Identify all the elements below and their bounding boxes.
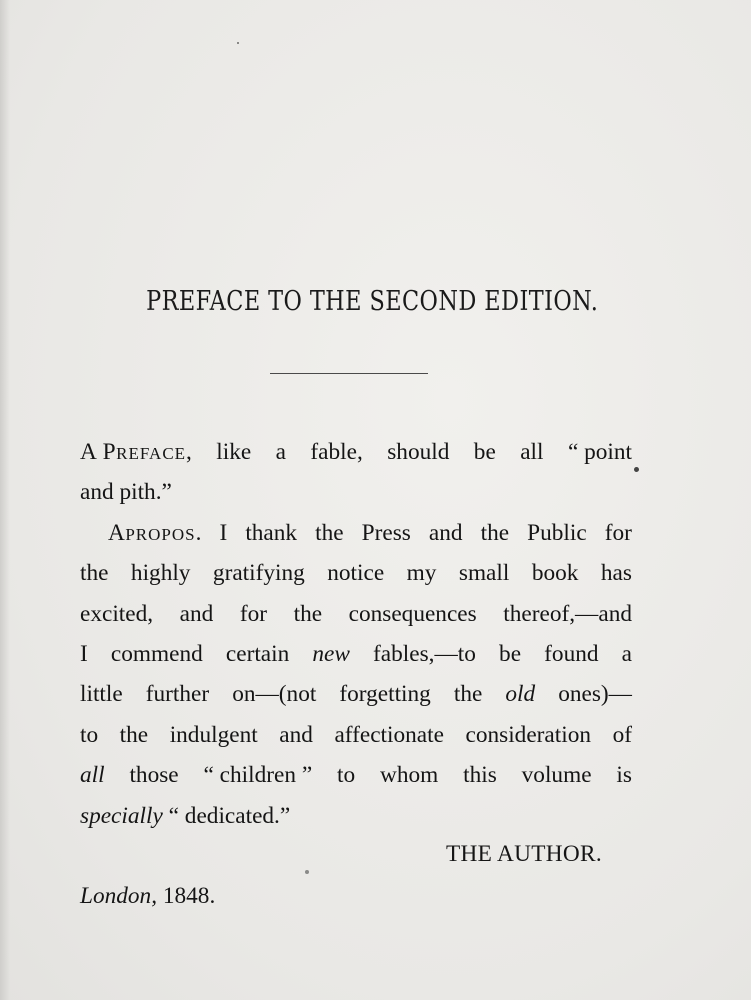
word: the [80, 560, 109, 587]
word: APROPOS. [108, 519, 202, 546]
text-line [80, 594, 632, 634]
word: “ children ” [203, 762, 313, 789]
word: commend [110, 640, 203, 667]
ink-speck [634, 467, 639, 472]
word: fable, [310, 439, 363, 465]
word: A PREFACE, [80, 439, 192, 465]
word: be [499, 640, 522, 667]
small-caps-word: PREFACE [102, 439, 187, 465]
word: those [129, 762, 179, 789]
text-line [80, 553, 632, 593]
word: book [531, 560, 579, 587]
text-line [80, 634, 632, 674]
word: my [406, 560, 437, 587]
place-and-date [80, 883, 215, 910]
word: a [275, 439, 286, 465]
word: highly [130, 560, 191, 587]
word: “ point [567, 439, 632, 465]
word: the [119, 721, 149, 748]
word: Press [361, 519, 411, 546]
word: gratifying [212, 560, 305, 587]
word: to [337, 762, 356, 789]
word: further [145, 681, 210, 708]
word: small [458, 560, 510, 587]
word: consequences [348, 600, 477, 627]
word: affectionate [334, 721, 444, 748]
word: for [239, 600, 268, 627]
word: this [463, 762, 497, 789]
title-divider-rule [270, 373, 428, 374]
word: of [612, 721, 632, 748]
text-line [80, 796, 632, 836]
author-signature: THE AUTHOR. [445, 841, 602, 867]
word: the [293, 600, 323, 627]
italic-word: all [80, 762, 105, 789]
italic-word: specially [80, 802, 163, 829]
place-city: London, [80, 883, 158, 909]
word: “ dedicated.” [168, 802, 291, 829]
word: has [600, 560, 632, 587]
word: and [279, 721, 313, 748]
word: on—(not [232, 681, 317, 708]
word: ones)— [558, 681, 632, 708]
place-year: 1848. [162, 883, 216, 909]
text-line [80, 755, 632, 795]
word: consideration [465, 721, 592, 748]
word: to [80, 721, 99, 748]
word: a [621, 640, 632, 667]
word: and [428, 519, 463, 546]
word: thank [245, 519, 298, 546]
word: and [80, 479, 114, 506]
word: the [315, 519, 344, 546]
word: I [80, 640, 88, 667]
word: found [544, 640, 599, 667]
word: should [387, 439, 450, 465]
word: little [80, 681, 123, 708]
word: Public [527, 519, 587, 546]
word: like [216, 439, 252, 465]
word: is [616, 762, 632, 789]
word: all [520, 439, 544, 465]
word: I [219, 519, 228, 546]
word: volume [521, 762, 592, 789]
word: pith.” [119, 479, 172, 506]
word: whom [380, 762, 439, 789]
text-line [80, 715, 632, 755]
word: excited, [80, 600, 154, 627]
word: indulgent [169, 721, 258, 748]
ink-speck [237, 42, 239, 44]
word: fables,—to [373, 640, 476, 667]
ink-speck [305, 870, 309, 874]
page-title: PREFACE TO THE SECOND EDITION. [146, 286, 599, 317]
italic-word: old [505, 681, 536, 708]
word: the [453, 681, 483, 708]
word: be [473, 439, 496, 465]
text-line [80, 513, 632, 553]
lead-word: A [80, 439, 97, 465]
small-caps-word: APROPOS [108, 519, 196, 546]
word: the [480, 519, 510, 546]
word: and [179, 600, 214, 627]
text-line [80, 432, 632, 472]
preface-body [80, 432, 632, 836]
text-line [80, 472, 632, 512]
word: for [604, 519, 632, 546]
word: forgetting [339, 681, 431, 708]
word: notice [327, 560, 385, 587]
word: thereof,—and [503, 600, 632, 627]
italic-word: new [312, 640, 350, 667]
word: certain [225, 640, 290, 667]
text-line [80, 674, 632, 714]
